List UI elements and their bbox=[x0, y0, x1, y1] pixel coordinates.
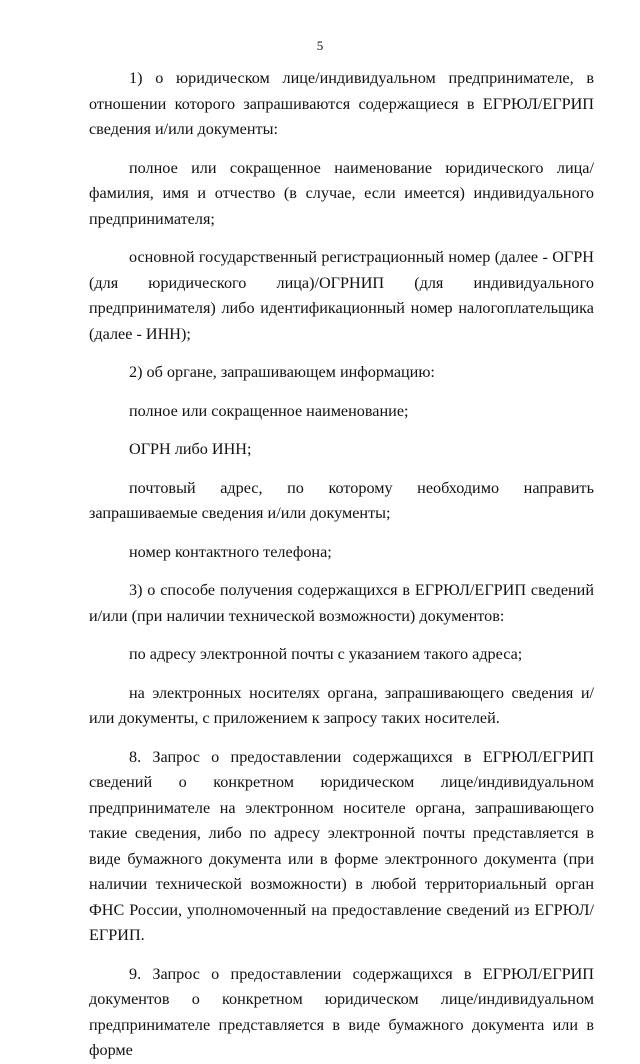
page-number: 5 bbox=[316, 38, 324, 53]
paragraph-11: на электронных носителях органа, запрашивающего сведения и/или документы, с приложением к запросу таких носителей. bbox=[89, 683, 594, 727]
paragraph-2: полное или сокращенное наименование юридического лица/фамилия, имя и отчество (в случае, если имеется) индивидуального предпринимателя; bbox=[89, 158, 594, 228]
paragraph-9: 3) о способе получения содержащихся в ЕГРЮЛ/ЕГРИП сведений и/или (при наличии технической возможности) документов: bbox=[89, 581, 594, 625]
paragraph-13: 9. Запрос о предоставлении содержащихся в ЕГРЮЛ/ЕГРИП документов о конкретном юридическом лице/индивидуальном предпринимателе представляется в виде бумажного документа или в форме bbox=[89, 964, 594, 1059]
paragraph-6: ОГРН либо ИНН; bbox=[129, 440, 252, 458]
paragraph-12: 8. Запрос о предоставлении содержащихся в ЕГРЮЛ/ЕГРИП сведений о конкретном юридическом лице/индивидуальном предпринимателе на электронном носителе органа, запрашивающего такие сведения, либо по адресу электронной почты представляется в виде бумажного документа или в форме электронного документа (при наличии технической возможности) в любой территориальный орган ФНС России, уполномоченный на предоставление сведений из ЕГРЮЛ/ЕГРИП. bbox=[89, 747, 594, 944]
paragraph-8: номер контактного телефона; bbox=[129, 542, 332, 561]
paragraph-5: полное или сокращенное наименование; bbox=[129, 401, 409, 420]
paragraph-3: основной государственный регистрационный номер (далее - ОГРН (для юридического лица)/ОГРНИП (для индивидуального предпринимателя) либо идентификационный номер налогоплательщика (далее - ИНН); bbox=[89, 248, 594, 343]
document-body bbox=[89, 66, 594, 1064]
paragraph-1: 1) о юридическом лице/индивидуальном предпринимателе, в отношении которого запрашиваются содержащиеся в ЕГРЮЛ/ЕГРИП сведения и/или документы: bbox=[89, 69, 594, 138]
paragraph-10: по адресу электронной почты с указанием такого адреса; bbox=[129, 645, 523, 663]
paragraph-4: 2) об органе, запрашивающем информацию: bbox=[129, 363, 435, 381]
paragraph-7: почтовый адрес, по которому необходимо направить запрашиваемые сведения и/или документы; bbox=[89, 478, 594, 522]
